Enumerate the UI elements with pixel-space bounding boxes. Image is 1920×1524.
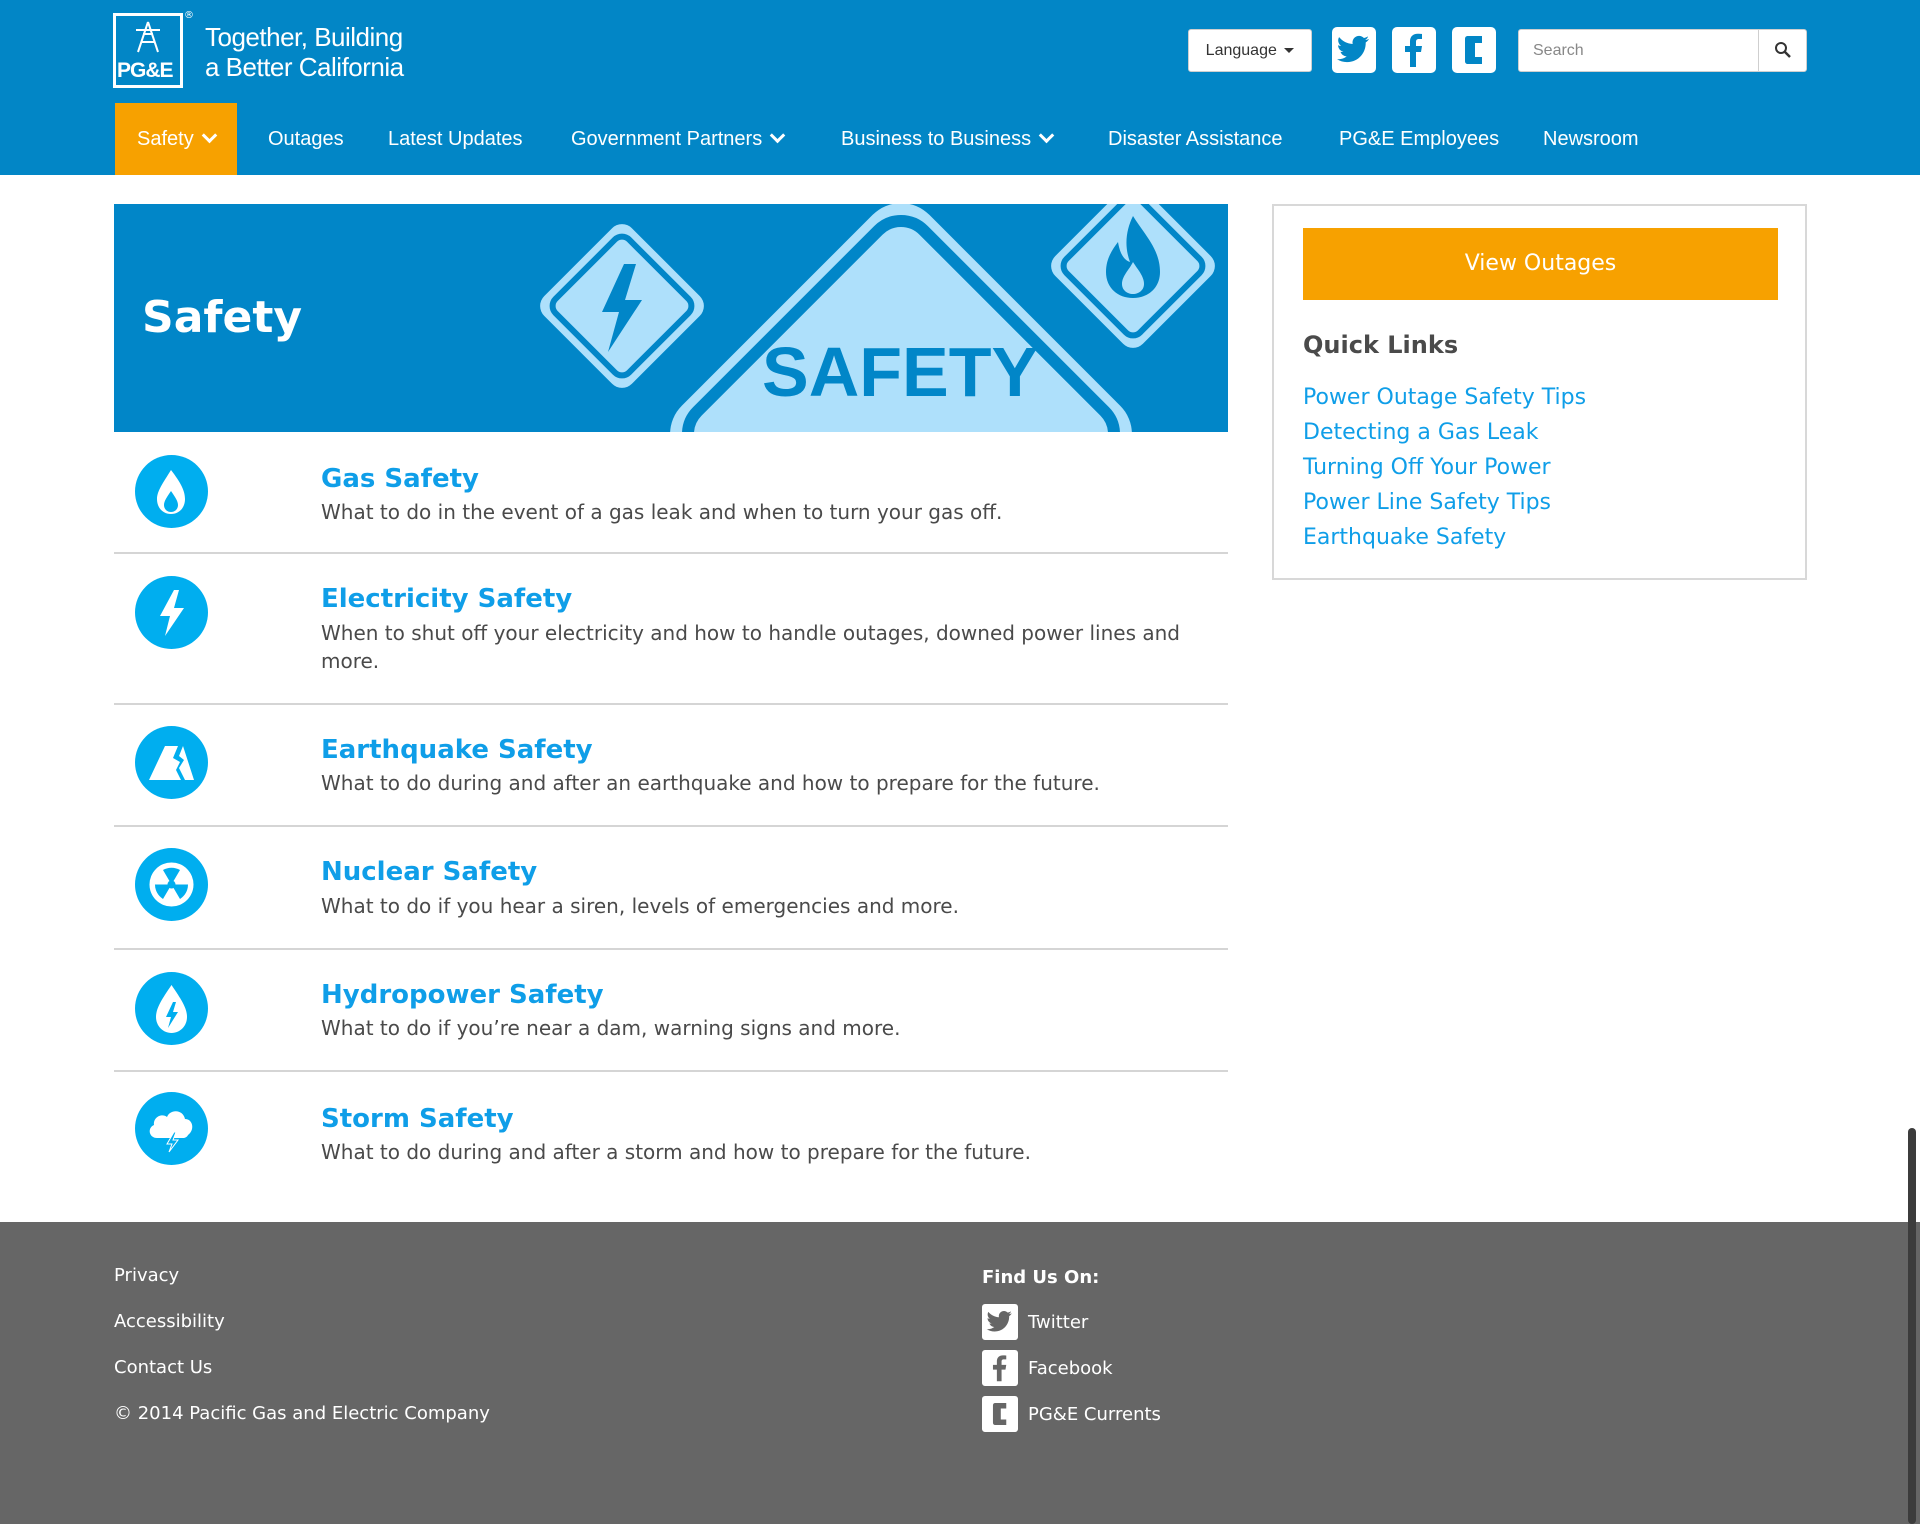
social-label: Twitter [1028, 1312, 1089, 1333]
earthquake-safety-link[interactable]: Earthquake Safety [321, 735, 593, 765]
search-icon [1774, 41, 1792, 59]
flame-icon [135, 455, 208, 528]
currents-icon [982, 1396, 1018, 1432]
item-description: What to do during and after a storm and how to prepare for the future. [321, 1140, 1031, 1164]
storm-cloud-icon [135, 1092, 208, 1165]
item-description: What to do during and after an earthquake and how to prepare for the future. [321, 771, 1100, 795]
nuclear-safety-link[interactable]: Nuclear Safety [321, 857, 538, 887]
earthquake-icon [135, 726, 208, 799]
list-item-storm-safety [114, 1072, 1228, 1194]
tower-icon [132, 20, 164, 54]
facebook-icon [982, 1350, 1018, 1386]
quick-link-power-outage-safety-tips[interactable]: Power Outage Safety Tips [1303, 385, 1587, 410]
main-nav [0, 103, 1920, 175]
storm-safety-link[interactable]: Storm Safety [321, 1104, 514, 1134]
nav-label: PG&E Employees [1339, 128, 1500, 150]
search-button[interactable] [1758, 30, 1806, 71]
tagline [205, 22, 404, 82]
list-item-hydropower-safety [114, 950, 1228, 1072]
twitter-icon [982, 1304, 1018, 1340]
nav-label: Government Partners [571, 128, 763, 150]
find-us-title: Find Us On: [982, 1267, 1100, 1288]
search-box [1518, 29, 1807, 72]
tagline-line-1: Together, Building [205, 22, 403, 52]
logo-text: PG&E [117, 59, 173, 82]
nav-label: Latest Updates [388, 128, 523, 150]
safety-banner [114, 204, 1228, 432]
nav-item-safety[interactable] [115, 103, 237, 175]
list-item-nuclear-safety [114, 827, 1228, 950]
nav-label: Outages [268, 128, 344, 150]
registered-mark: ® [184, 10, 194, 21]
pge-logo[interactable] [113, 10, 194, 88]
item-description: What to do if you hear a siren, levels of emergencies and more. [321, 894, 959, 918]
page-title: Safety [142, 292, 303, 343]
list-item-earthquake-safety [114, 705, 1228, 827]
privacy-link[interactable]: Privacy [114, 1265, 180, 1286]
nav-label: Safety [137, 128, 194, 150]
site-footer [0, 1222, 1920, 1524]
quick-links-list [1303, 380, 1586, 555]
chevron-down-icon [1039, 128, 1055, 144]
tagline-line-2: a Better California [205, 52, 404, 82]
nav-label: Newsroom [1543, 128, 1639, 150]
social-label: PG&E Currents [1028, 1404, 1161, 1425]
quick-link-power-line-safety-tips[interactable]: Power Line Safety Tips [1303, 490, 1552, 515]
facebook-button[interactable] [1392, 27, 1436, 73]
nav-item-outages[interactable] [268, 103, 344, 175]
currents-button[interactable] [1452, 27, 1496, 73]
item-description: What to do in the event of a gas leak and when to turn your gas off. [321, 500, 1003, 524]
facebook-icon [1392, 27, 1436, 73]
banner-sign-text: SAFETY [762, 333, 1039, 411]
contact-us-link[interactable]: Contact Us [114, 1357, 213, 1378]
language-label: Language [1205, 42, 1277, 59]
scrollbar[interactable] [1908, 1128, 1916, 1524]
chevron-down-icon [201, 128, 217, 144]
quick-links-title: Quick Links [1303, 331, 1459, 359]
nav-item-government-partners[interactable] [571, 103, 783, 175]
accessibility-link[interactable]: Accessibility [114, 1311, 225, 1332]
sidebar [1272, 204, 1807, 580]
caret-down-icon [1284, 48, 1294, 53]
radiation-icon [135, 848, 208, 921]
chevron-down-icon [770, 128, 786, 144]
quick-link-turning-off-power[interactable]: Turning Off Your Power [1303, 455, 1551, 480]
list-item-electricity-safety [114, 554, 1228, 705]
nav-item-latest-updates[interactable] [388, 103, 523, 175]
view-outages-button[interactable]: View Outages [1303, 228, 1778, 300]
nav-label: Business to Business [841, 128, 1032, 150]
social-label: Facebook [1028, 1358, 1113, 1379]
hydropower-safety-link[interactable]: Hydropower Safety [321, 980, 604, 1010]
electricity-safety-link[interactable]: Electricity Safety [321, 584, 573, 614]
quick-link-detecting-gas-leak[interactable]: Detecting a Gas Leak [1303, 420, 1539, 445]
gas-safety-link[interactable]: Gas Safety [321, 464, 480, 494]
copyright: © 2014 Pacific Gas and Electric Company [114, 1403, 490, 1424]
quick-link-earthquake-safety[interactable]: Earthquake Safety [1303, 525, 1507, 550]
twitter-icon [1332, 27, 1376, 73]
currents-icon [1452, 27, 1496, 73]
nav-item-pge-employees[interactable] [1339, 103, 1499, 175]
nav-item-business-to-business[interactable] [841, 103, 1052, 175]
item-description: What to do if you’re near a dam, warning signs and more. [321, 1016, 901, 1040]
twitter-button[interactable] [1332, 27, 1376, 73]
list-item-gas-safety [114, 432, 1228, 554]
water-drop-bolt-icon [135, 972, 208, 1045]
site-header [0, 0, 1920, 175]
nav-item-disaster-assistance[interactable] [1108, 103, 1283, 175]
item-description: When to shut off your electricity and how to handle outages, downed power lines and more. [321, 621, 1180, 673]
language-dropdown[interactable] [1188, 29, 1312, 72]
nav-item-newsroom[interactable] [1543, 103, 1639, 175]
search-input[interactable] [1519, 30, 1759, 71]
nav-label: Disaster Assistance [1108, 128, 1283, 150]
lightning-bolt-icon [135, 576, 208, 649]
